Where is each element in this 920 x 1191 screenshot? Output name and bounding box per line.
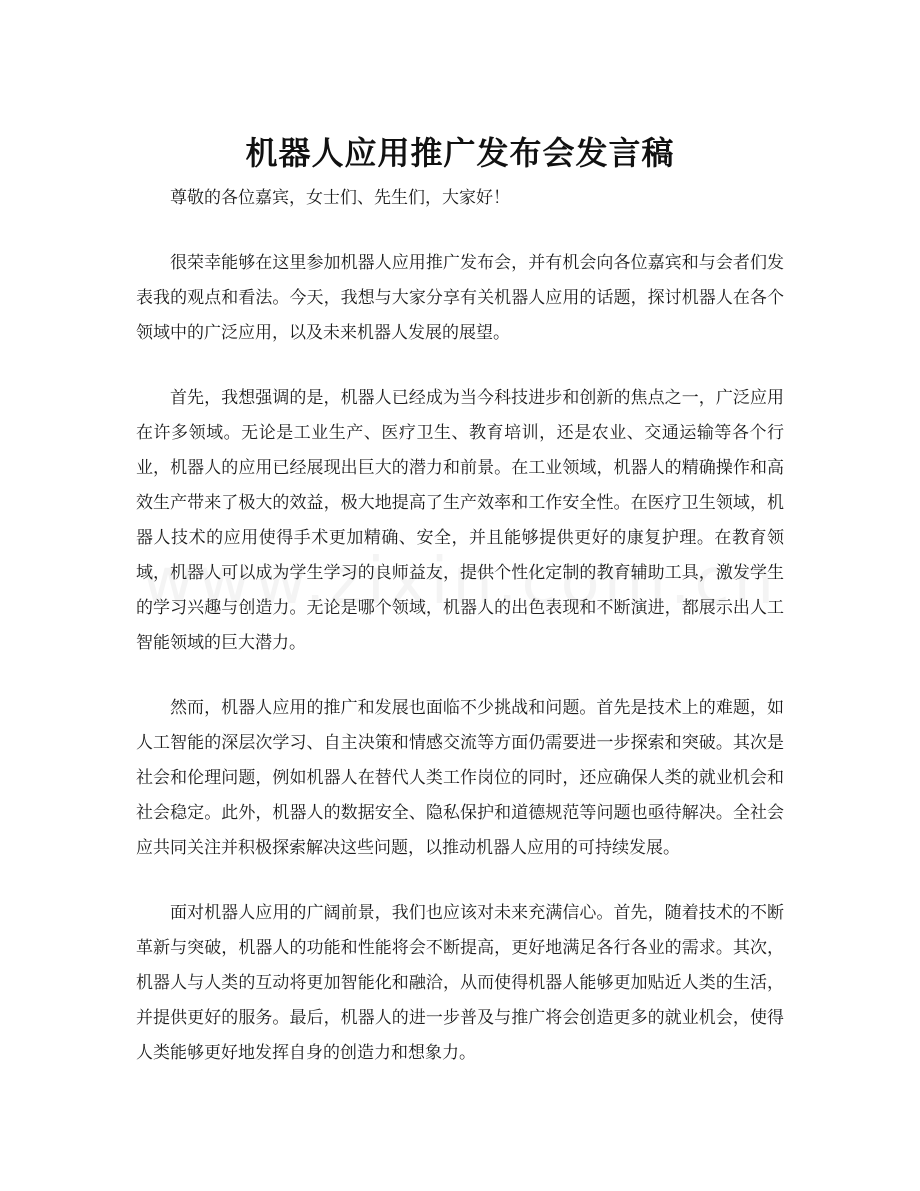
paragraph-outlook: 面对机器人应用的广阔前景，我们也应该对未来充满信心。首先，随着技术的不断革新与突破，机器人的功能和性能将会不断提高，更好地满足各行各业的需求。其次，机器人与人类的互动将更加智能化和融洽，从而使得机器人能够更加贴近人类的生活，并提供更好的服务。最后，机器人的进一步普及与推广将会创造更多的就业机会，使得人类能够更好地发挥自身的创造力和想象力。 <box>136 903 784 1063</box>
document-title: 机器人应用推广发布会发言稿 <box>245 134 675 173</box>
paragraph-intro: 很荣幸能够在这里参加机器人应用推广发布会，并有机会向各位嘉宾和与会者们发表我的观点和看法。今天，我想与大家分享有关机器人应用的话题，探讨机器人在各个领域中的广泛应用，以及未来机器人发展的展望。 <box>136 253 784 343</box>
paragraph-greeting: 尊敬的各位嘉宾，女士们、先生们，大家好！ <box>170 188 510 208</box>
document-body <box>136 181 784 1101</box>
paragraph-challenges: 然而，机器人应用的推广和发展也面临不少挑战和问题。首先是技术上的难题，如人工智能的深层次学习、自主决策和情感交流等方面仍需要进一步探索和突破。其次是社会和伦理问题，例如机器人在替代人类工作岗位的同时，还应确保人类的就业机会和社会稳定。此外，机器人的数据安全、隐私保护和道德规范等问题也亟待解决。全社会应共同关注并积极探索解决这些问题，以推动机器人应用的可持续发展。 <box>136 698 784 858</box>
paragraph-applications: 首先，我想强调的是，机器人已经成为当今科技进步和创新的焦点之一，广泛应用在许多领域。无论是工业生产、医疗卫生、教育培训，还是农业、交通运输等各个行业，机器人的应用已经展现出巨大的潜力和前景。在工业领域，机器人的精确操作和高效生产带来了极大的效益，极大地提高了生产效率和工作安全性。在医疗卫生领域，机器人技术的应用使得手术更加精确、安全，并且能够提供更好的康复护理。在教育领域，机器人可以成为学生学习的良师益友，提供个性化定制的教育辅助工具，激发学生的学习兴趣与创造力。无论是哪个领域，机器人的出色表现和不断演进，都展示出人工智能领域的巨大潜力。 <box>136 388 784 653</box>
